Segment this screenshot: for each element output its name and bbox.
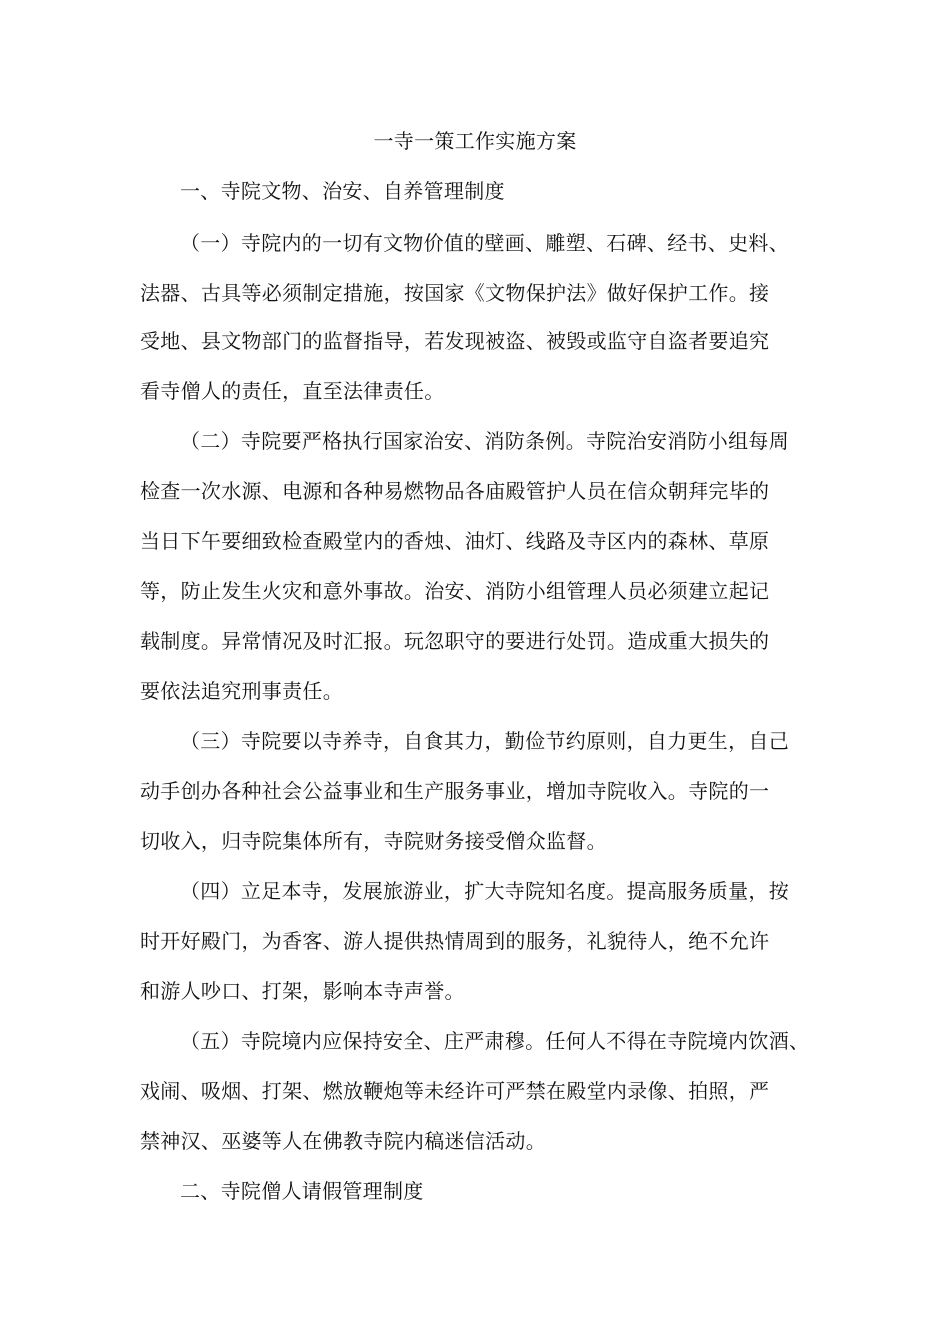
paragraph-1-line-3: 受地、县文物部门的监督指导，若发现被盗、被毁或监守自盗者要追究 (140, 329, 770, 353)
paragraph-5-line-2: 戏闹、吸烟、打架、燃放鞭炮等未经许可严禁在殿堂内录像、拍照，严 (140, 1079, 770, 1103)
paragraph-2-line-6: 要依法追究刑事责任。 (140, 679, 343, 703)
section-heading-1: 一、寺院文物、治安、自养管理制度 (180, 179, 505, 203)
paragraph-2-line-2: 检查一次水源、电源和各种易燃物品各庙殿管护人员在信众朝拜完毕的 (140, 479, 770, 503)
paragraph-2-line-5: 载制度。异常情况及时汇报。玩忽职守的要进行处罚。造成重大损失的 (140, 629, 770, 653)
paragraph-3-line-3: 切收入，归寺院集体所有，寺院财务接受僧众监督。 (140, 829, 607, 853)
section-heading-2: 二、寺院僧人请假管理制度 (180, 1179, 424, 1203)
paragraph-2-line-3: 当日下午要细致检查殿堂内的香烛、油灯、线路及寺区内的森林、草原 (140, 529, 770, 553)
paragraph-4-line-1: （四）立足本寺，发展旅游业，扩大寺院知名度。提高服务质量，按 (180, 879, 789, 903)
paragraph-3-line-2: 动手创办各种社会公益事业和生产服务事业，增加寺院收入。寺院的一 (140, 779, 770, 803)
paragraph-1-line-2: 法器、古具等必须制定措施，按国家《文物保护法》做好保护工作。接 (140, 281, 770, 305)
document-title: 一寺一策工作实施方案 (373, 129, 577, 153)
paragraph-4-line-2: 时开好殿门，为香客、游人提供热情周到的服务，礼貌待人，绝不允许 (140, 929, 770, 953)
paragraph-2-line-1: （二）寺院要严格执行国家治安、消防条例。寺院治安消防小组每周 (180, 429, 789, 453)
paragraph-1-line-4: 看寺僧人的责任，直至法律责任。 (140, 379, 445, 403)
paragraph-1-line-1: （一）寺院内的一切有文物价值的壁画、雕塑、石碑、经书、史料、 (180, 231, 789, 255)
paragraph-5-line-3: 禁神汉、巫婆等人在佛教寺院内稿迷信活动。 (140, 1129, 546, 1153)
paragraph-4-line-3: 和游人吵口、打架，影响本寺声誉。 (140, 979, 465, 1003)
paragraph-2-line-4: 等，防止发生火灾和意外事故。治安、消防小组管理人员必须建立起记 (140, 579, 770, 603)
paragraph-5-line-1: （五）寺院境内应保持安全、庄严肃穆。任何人不得在寺院境内饮酒、 (180, 1029, 810, 1053)
paragraph-3-line-1: （三）寺院要以寺养寺，自食其力，勤俭节约原则，自力更生，自己 (180, 729, 789, 753)
